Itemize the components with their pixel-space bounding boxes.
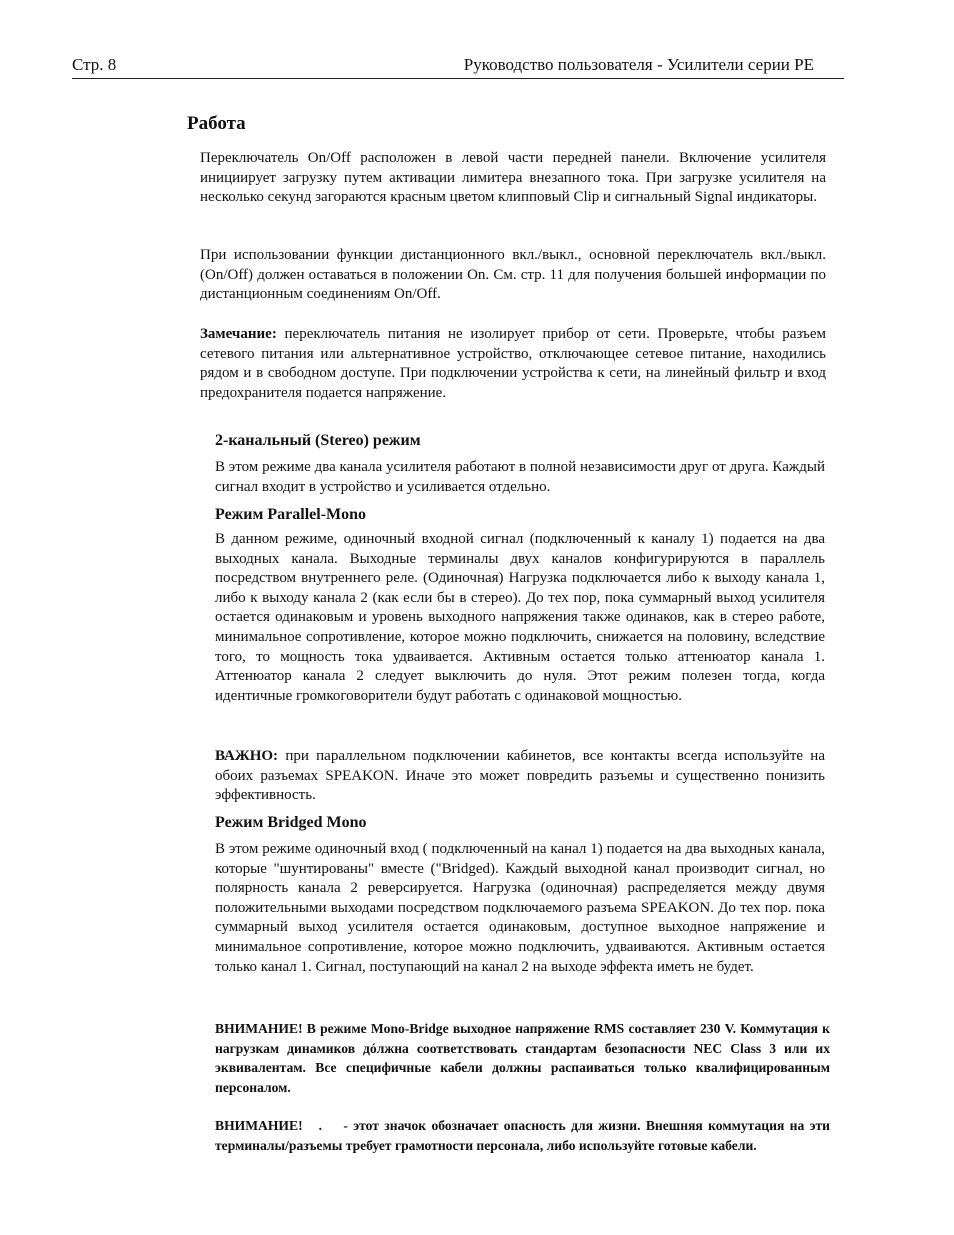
page-number: Стр. 8 [72, 55, 117, 74]
page-header [72, 54, 844, 79]
stereo-mode-text: В этом режиме два канала усилителя работают в полной независимости друг от друга. Каждый сигнал входит в устройство и усиливается отдельно. [215, 459, 825, 495]
warning-mono-bridge-voltage: ВНИМАНИЕ! В режиме Mono-Bridge выходное напряжение RMS составляет 230 V. Коммутация к нагрузкам динамиков дóлжна соответствовать стандартам безопасности NEC Class 3 или их эквивалентам. Все специфичные кабели должны распаиваться только квалифицированным персоналом. [215, 1021, 830, 1095]
important-text: при параллельном подключении кабинетов, все контакты всегда используйте на обоих разъемах SPEAKON. Иначе это может повредить разъемы и существенно понизить эффективность. [215, 748, 825, 804]
warning-danger-symbol: ВНИМАНИЕ! . - этот значок обозначает опасность для жизни. Внешняя коммутация на эти терминалы/разъемы требует грамотности персонала, либо используйте готовые кабели. [215, 1118, 834, 1153]
paragraph-power-switch: Переключатель On/Off расположен в левой части передней панели. Включение усилителя инициирует загрузку путем активации лимитера внезапного тока. При загрузке усилителя на несколько секунд загораются красным цветом клипповый Clip и сигнальный Signal индикаторы. [200, 150, 826, 206]
paragraph-remote-onoff: При использовании функции дистанционного вкл./выкл., основной переключатель вкл./выкл. (On/Off) должен оставаться в положении On. См. стр. 11 для получения большей информации по дистанционным соединениям On/Off. [200, 247, 826, 303]
note-label: Замечание: [200, 326, 277, 342]
parallel-mono-text: В данном режиме, одиночный входной сигнал (подключенный к каналу 1) подается на два выходных канала. Выходные терминалы двух каналов конфигурируются в параллель посредством внутреннего реле. (Одиночная) Нагрузка подключается либо к выходу канала 1, либо к выходу канала 2 (как если бы в стерео). До тех пор, пока суммарный выход усилителя остается одинаковым и уровень выходного напряжения также одинаков, как в стерео работе, минимальное сопротивление, которое можно подключить, снижается на половину, вследствие того, то мощность тока удваивается. Активным остается только аттенюатор канала 1. Аттенюатор канала 2 следует выключить до нуля. Этот режим полезен тогда, когда идентичные громкоговорители будут работать с одинаковой мощностью. [215, 531, 825, 704]
bridged-mono-heading: Режим Bridged Mono [215, 814, 367, 831]
important-label: ВАЖНО: [215, 748, 279, 764]
note-text: переключатель питания не изолирует прибор от сети. Проверьте, чтобы разъем сетевого питания или альтернативное устройство, отключающее сетевое питание, находились рядом и в свободном доступе. При подключении устройства к сети, на линейный фильтр и вход предохранителя подается напряжение. [200, 326, 826, 401]
parallel-mono-heading: Режим Parallel-Mono [215, 506, 367, 523]
bridged-mono-text: В этом режиме одиночный вход ( подключенный на канал 1) подается на два выходных канала, которые "шунтированы" вместе ("Bridged). Каждый выходной канал производит сигнал, но полярность канала 2 реверсируется. Нагрузка (одиночная) распределяется между двумя положительными выходами посредством подключаемого разъема SPEAKON. До тех пор. пока суммарный выход усилителя остается одинаковым, доступное выходное напряжение и минимальное сопротивление, которое можно подключить, удваиваются. Активным остается только канал 1. Сигнал, поступающий на канал 2 на выходе эффекта иметь не будет. [215, 841, 825, 975]
important-paragraph [215, 747, 825, 806]
header-title: Руководство пользователя - Усилители серии PE [463, 55, 814, 74]
note-paragraph [200, 325, 826, 403]
section-title: Работа [187, 113, 246, 134]
stereo-mode-heading: 2-канальный (Stereo) режим [215, 432, 421, 449]
